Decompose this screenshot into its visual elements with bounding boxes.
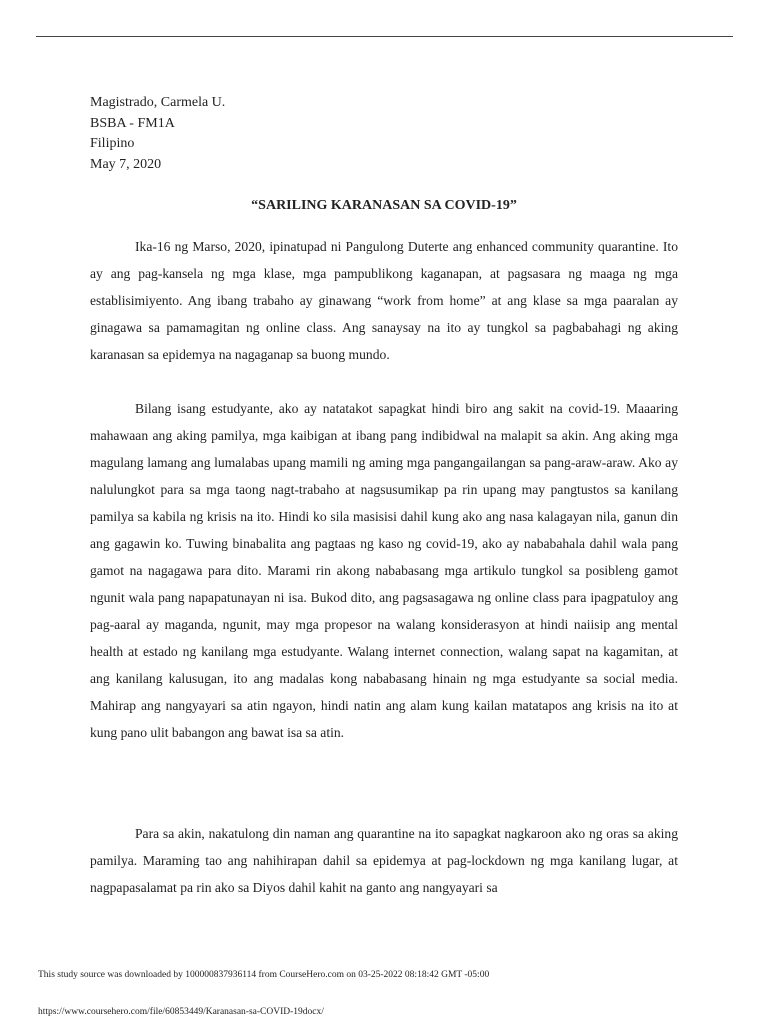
download-notice: This study source was downloaded by 100000837936114 from CourseHero.com on 03-25-2022 08:18:42 GMT -05:00 (38, 970, 490, 980)
essay-paragraph-1: Ika-16 ng Marso, 2020, ipinatupad ni Pangulong Duterte ang enhanced community quarantine. Ito ay ang pag-kansela ng mga klase, mga pampublikong kaganapan, at pagsasara ng maaga ng mga establisimiyento. Ang ibang trabaho ay ginawang “work from home” at ang klase sa mga paaralan ay ginagawa sa pamamagitan ng online class. Ang sanaysay na ito ay tungkol sa pagbabahagi ng aking karanasan sa epidemya na nagaganap sa buong mundo. (90, 239, 678, 362)
subject-name: Filipino (90, 136, 135, 151)
course-section: BSBA - FM1A (90, 115, 175, 131)
essay-paragraph-3: Para sa akin, nakatulong din naman ang quarantine na ito sapagkat nagkaroon ako ng oras sa aking pamilya. Maraming tao ang nahihirapan dahil sa epidemya at pag-lockdown ng mga kanilang lugar, at nagpapasalamat pa rin ako sa Diyos dahil kahit na ganto ang nangyayari sa (90, 826, 678, 895)
essay-paragraph-2: Bilang isang estudyante, ako ay natatakot sapagkat hindi biro ang sakit na covid-19. Maaaring mahawaan ang aking pamilya, mga kaibigan at ibang pang indibidwal na malapit sa akin. Ang aking mga magulang lamang ang lumalabas upang mamili ng aming mga pangangailangan sa pang-araw-araw. Ako ay nalulungkot para sa mga taong nagt-trabaho at nagsusumikap pa rin upang may pangtustos sa kanilang pamilya sa kabila ng krisis na ito. Hindi ko sila masisisi dahil kung ako ang nasa kalagayan nila, ganun din ang gagawin ko. Tuwing binabalita ang pagtaas ng kaso ng covid-19, ako ay nababahala dahil wala pang gamot na nagagawa para dito. Marami rin akong nababasang mga artikulo tungkol sa posibleng gamot ngunit wala pang napapatunayan ni isa. Bukod dito, ang pagsasagawa ng online class para ipagpatuloy ang pag-aaral ay maganda, ngunit, may mga propesor na walang konsiderasyon at hindi naiisip ang mental health at estado ng kanilang mga estudyante. Walang internet connection, walang sapat na kagamitan, at ang kanilang kalusugan, ito ang madalas kong nababasang hinain ng mga estudyante sa social media. Mahirap ang nangyayari sa atin ngayon, hindi natin ang alam kung kailan matatapos ang krisis na ito at kung pano ulit babangon ang bawat isa sa atin. (90, 401, 678, 740)
author-name: Magistrado, Carmela U. (90, 95, 226, 110)
page-top-divider (36, 36, 733, 37)
author-header (90, 93, 225, 175)
document-date: May 7, 2020 (90, 156, 162, 172)
essay-title: “SARILING KARANASAN SA COVID-19” (251, 198, 517, 213)
source-url-link[interactable]: https://www.coursehero.com/file/60853449/Karanasan-sa-COVID-19docx/ (38, 1007, 324, 1017)
